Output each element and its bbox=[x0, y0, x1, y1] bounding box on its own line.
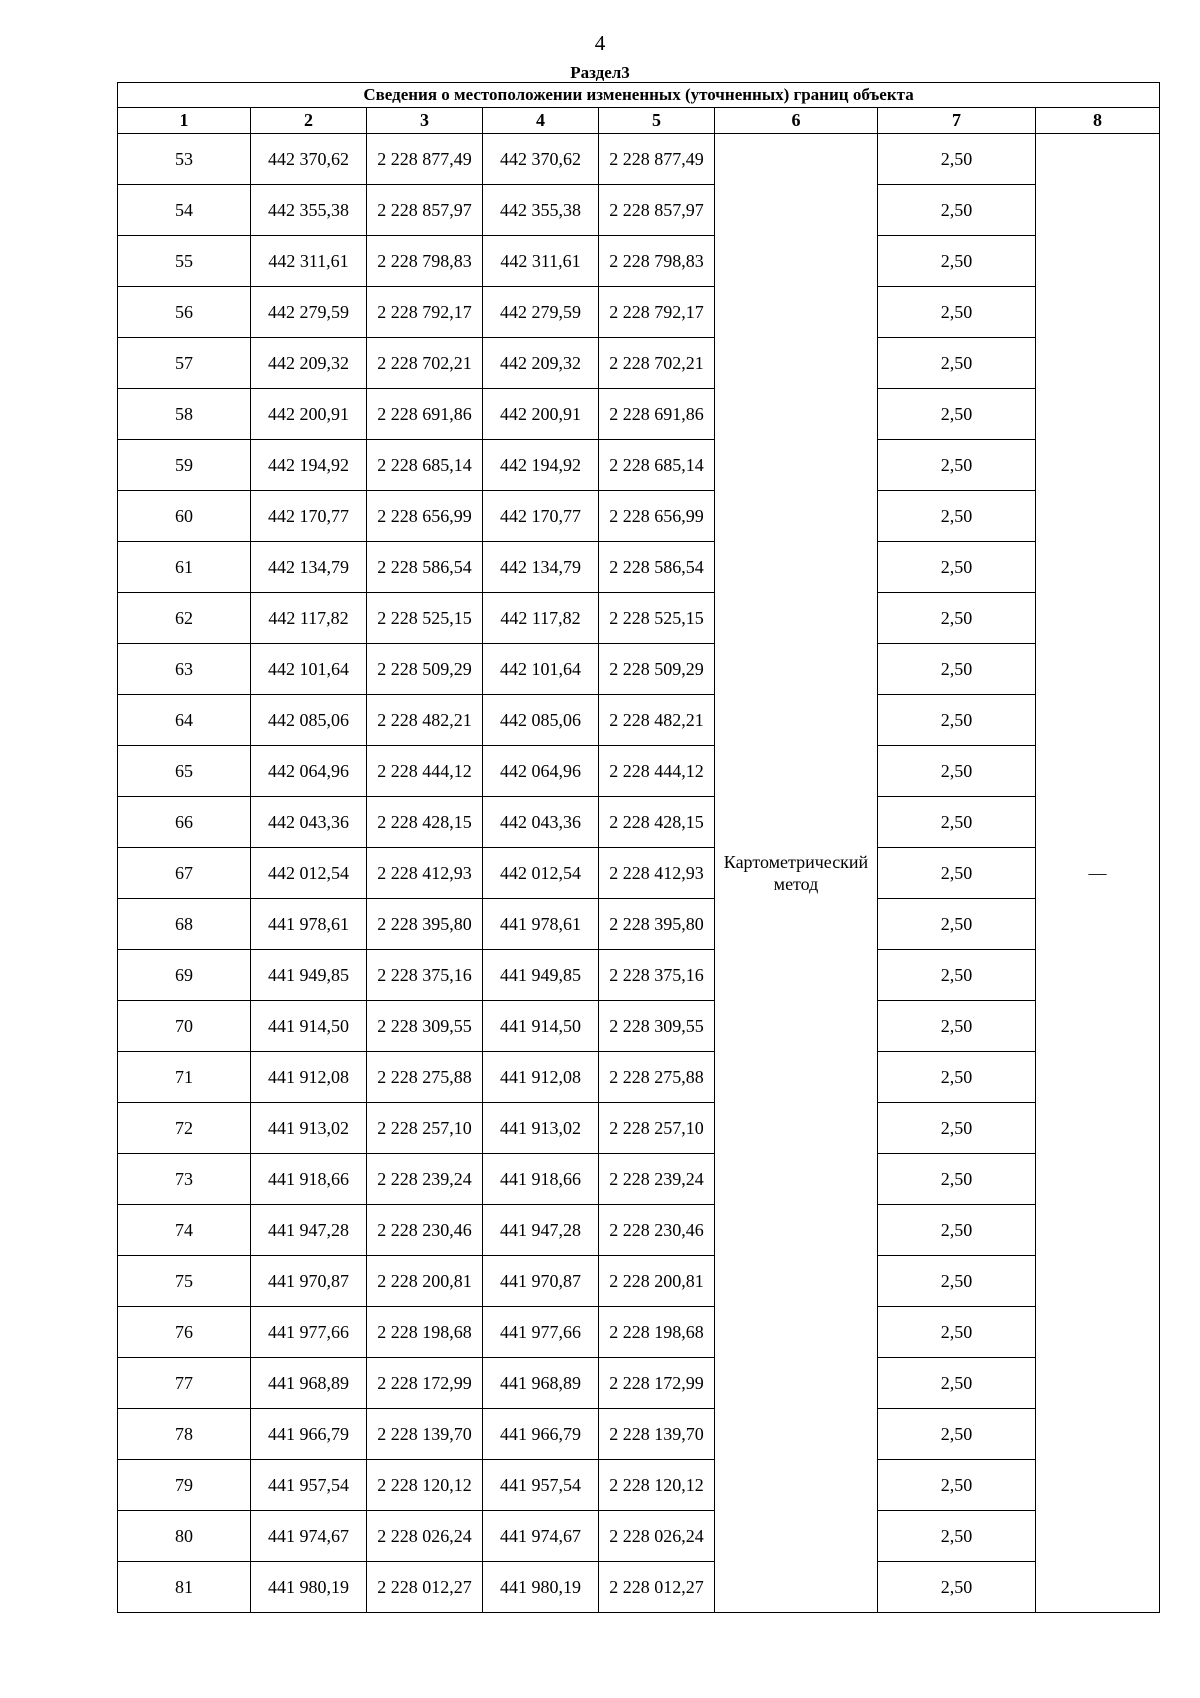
point-number-cell: 57 bbox=[118, 338, 251, 389]
column-header: 1 bbox=[118, 108, 251, 134]
y-coordinate-cell: 2 228 012,27 bbox=[367, 1562, 483, 1613]
table-row bbox=[118, 1001, 1160, 1052]
y-coordinate-cell: 2 228 012,27 bbox=[599, 1562, 715, 1613]
y-coordinate-cell: 2 228 198,68 bbox=[599, 1307, 715, 1358]
table-row bbox=[118, 185, 1160, 236]
accuracy-cell: 2,50 bbox=[878, 491, 1036, 542]
x-coordinate-cell: 442 311,61 bbox=[483, 236, 599, 287]
x-coordinate-cell: 442 117,82 bbox=[251, 593, 367, 644]
y-coordinate-cell: 2 228 702,21 bbox=[599, 338, 715, 389]
point-number-cell: 60 bbox=[118, 491, 251, 542]
table-row bbox=[118, 1358, 1160, 1409]
point-number-cell: 62 bbox=[118, 593, 251, 644]
column-header: 4 bbox=[483, 108, 599, 134]
accuracy-cell: 2,50 bbox=[878, 1154, 1036, 1205]
x-coordinate-cell: 441 913,02 bbox=[251, 1103, 367, 1154]
accuracy-cell: 2,50 bbox=[878, 899, 1036, 950]
accuracy-cell: 2,50 bbox=[878, 746, 1036, 797]
x-coordinate-cell: 441 980,19 bbox=[251, 1562, 367, 1613]
point-number-cell: 59 bbox=[118, 440, 251, 491]
y-coordinate-cell: 2 228 428,15 bbox=[367, 797, 483, 848]
y-coordinate-cell: 2 228 026,24 bbox=[367, 1511, 483, 1562]
x-coordinate-cell: 442 012,54 bbox=[483, 848, 599, 899]
x-coordinate-cell: 442 064,96 bbox=[483, 746, 599, 797]
y-coordinate-cell: 2 228 586,54 bbox=[599, 542, 715, 593]
x-coordinate-cell: 442 101,64 bbox=[251, 644, 367, 695]
y-coordinate-cell: 2 228 877,49 bbox=[367, 134, 483, 185]
column-header: 7 bbox=[878, 108, 1036, 134]
table-row bbox=[118, 1409, 1160, 1460]
column-8-cell: — bbox=[1036, 134, 1160, 1613]
x-coordinate-cell: 442 194,92 bbox=[483, 440, 599, 491]
table-row bbox=[118, 1511, 1160, 1562]
y-coordinate-cell: 2 228 120,12 bbox=[367, 1460, 483, 1511]
accuracy-cell: 2,50 bbox=[878, 848, 1036, 899]
table-row bbox=[118, 1205, 1160, 1256]
y-coordinate-cell: 2 228 239,24 bbox=[367, 1154, 483, 1205]
x-coordinate-cell: 441 977,66 bbox=[251, 1307, 367, 1358]
y-coordinate-cell: 2 228 525,15 bbox=[367, 593, 483, 644]
point-number-cell: 58 bbox=[118, 389, 251, 440]
accuracy-cell: 2,50 bbox=[878, 440, 1036, 491]
point-number-cell: 68 bbox=[118, 899, 251, 950]
x-coordinate-cell: 441 918,66 bbox=[251, 1154, 367, 1205]
table-row bbox=[118, 593, 1160, 644]
table-row bbox=[118, 440, 1160, 491]
point-number-cell: 64 bbox=[118, 695, 251, 746]
x-coordinate-cell: 441 914,50 bbox=[483, 1001, 599, 1052]
point-number-cell: 67 bbox=[118, 848, 251, 899]
table-row bbox=[118, 287, 1160, 338]
boundary-coordinates-table bbox=[117, 82, 1160, 1613]
accuracy-cell: 2,50 bbox=[878, 1103, 1036, 1154]
point-number-cell: 77 bbox=[118, 1358, 251, 1409]
x-coordinate-cell: 442 064,96 bbox=[251, 746, 367, 797]
table-row bbox=[118, 1307, 1160, 1358]
y-coordinate-cell: 2 228 428,15 bbox=[599, 797, 715, 848]
accuracy-cell: 2,50 bbox=[878, 593, 1036, 644]
y-coordinate-cell: 2 228 482,21 bbox=[367, 695, 483, 746]
x-coordinate-cell: 442 012,54 bbox=[251, 848, 367, 899]
y-coordinate-cell: 2 228 026,24 bbox=[599, 1511, 715, 1562]
point-number-cell: 63 bbox=[118, 644, 251, 695]
table-body bbox=[118, 134, 1160, 1613]
table-row bbox=[118, 1256, 1160, 1307]
x-coordinate-cell: 442 117,82 bbox=[483, 593, 599, 644]
accuracy-cell: 2,50 bbox=[878, 134, 1036, 185]
y-coordinate-cell: 2 228 395,80 bbox=[599, 899, 715, 950]
x-coordinate-cell: 441 912,08 bbox=[483, 1052, 599, 1103]
table-row bbox=[118, 491, 1160, 542]
x-coordinate-cell: 441 970,87 bbox=[251, 1256, 367, 1307]
table-row bbox=[118, 746, 1160, 797]
x-coordinate-cell: 441 974,67 bbox=[483, 1511, 599, 1562]
accuracy-cell: 2,50 bbox=[878, 287, 1036, 338]
y-coordinate-cell: 2 228 586,54 bbox=[367, 542, 483, 593]
x-coordinate-cell: 442 200,91 bbox=[251, 389, 367, 440]
x-coordinate-cell: 441 947,28 bbox=[251, 1205, 367, 1256]
x-coordinate-cell: 442 355,38 bbox=[251, 185, 367, 236]
y-coordinate-cell: 2 228 172,99 bbox=[599, 1358, 715, 1409]
column-header: 2 bbox=[251, 108, 367, 134]
accuracy-cell: 2,50 bbox=[878, 1307, 1036, 1358]
y-coordinate-cell: 2 228 275,88 bbox=[367, 1052, 483, 1103]
point-number-cell: 73 bbox=[118, 1154, 251, 1205]
y-coordinate-cell: 2 228 139,70 bbox=[599, 1409, 715, 1460]
column-header: 8 bbox=[1036, 108, 1160, 134]
x-coordinate-cell: 442 370,62 bbox=[483, 134, 599, 185]
x-coordinate-cell: 442 085,06 bbox=[251, 695, 367, 746]
y-coordinate-cell: 2 228 509,29 bbox=[367, 644, 483, 695]
point-number-cell: 56 bbox=[118, 287, 251, 338]
y-coordinate-cell: 2 228 412,93 bbox=[599, 848, 715, 899]
table-row bbox=[118, 1460, 1160, 1511]
y-coordinate-cell: 2 228 239,24 bbox=[599, 1154, 715, 1205]
point-number-cell: 65 bbox=[118, 746, 251, 797]
x-coordinate-cell: 441 977,66 bbox=[483, 1307, 599, 1358]
point-number-cell: 61 bbox=[118, 542, 251, 593]
point-number-cell: 53 bbox=[118, 134, 251, 185]
x-coordinate-cell: 441 957,54 bbox=[483, 1460, 599, 1511]
table-row bbox=[118, 236, 1160, 287]
point-number-cell: 75 bbox=[118, 1256, 251, 1307]
y-coordinate-cell: 2 228 120,12 bbox=[599, 1460, 715, 1511]
accuracy-cell: 2,50 bbox=[878, 1562, 1036, 1613]
point-number-cell: 55 bbox=[118, 236, 251, 287]
x-coordinate-cell: 442 134,79 bbox=[251, 542, 367, 593]
y-coordinate-cell: 2 228 412,93 bbox=[367, 848, 483, 899]
y-coordinate-cell: 2 228 656,99 bbox=[599, 491, 715, 542]
x-coordinate-cell: 441 957,54 bbox=[251, 1460, 367, 1511]
y-coordinate-cell: 2 228 309,55 bbox=[599, 1001, 715, 1052]
y-coordinate-cell: 2 228 309,55 bbox=[367, 1001, 483, 1052]
y-coordinate-cell: 2 228 656,99 bbox=[367, 491, 483, 542]
accuracy-cell: 2,50 bbox=[878, 1460, 1036, 1511]
table-row bbox=[118, 797, 1160, 848]
point-number-cell: 71 bbox=[118, 1052, 251, 1103]
y-coordinate-cell: 2 228 691,86 bbox=[367, 389, 483, 440]
accuracy-cell: 2,50 bbox=[878, 542, 1036, 593]
point-number-cell: 79 bbox=[118, 1460, 251, 1511]
page-number: 4 bbox=[594, 31, 606, 55]
x-coordinate-cell: 442 194,92 bbox=[251, 440, 367, 491]
y-coordinate-cell: 2 228 857,97 bbox=[367, 185, 483, 236]
x-coordinate-cell: 442 043,36 bbox=[251, 797, 367, 848]
x-coordinate-cell: 441 949,85 bbox=[251, 950, 367, 1001]
y-coordinate-cell: 2 228 525,15 bbox=[599, 593, 715, 644]
x-coordinate-cell: 441 966,79 bbox=[483, 1409, 599, 1460]
y-coordinate-cell: 2 228 685,14 bbox=[367, 440, 483, 491]
y-coordinate-cell: 2 228 444,12 bbox=[599, 746, 715, 797]
y-coordinate-cell: 2 228 792,17 bbox=[367, 287, 483, 338]
accuracy-cell: 2,50 bbox=[878, 1052, 1036, 1103]
column-header: 3 bbox=[367, 108, 483, 134]
accuracy-cell: 2,50 bbox=[878, 1001, 1036, 1052]
point-number-cell: 70 bbox=[118, 1001, 251, 1052]
method-cell: Картометрический метод bbox=[715, 134, 878, 1613]
x-coordinate-cell: 442 170,77 bbox=[483, 491, 599, 542]
x-coordinate-cell: 442 370,62 bbox=[251, 134, 367, 185]
point-number-cell: 81 bbox=[118, 1562, 251, 1613]
y-coordinate-cell: 2 228 792,17 bbox=[599, 287, 715, 338]
y-coordinate-cell: 2 228 275,88 bbox=[599, 1052, 715, 1103]
x-coordinate-cell: 441 978,61 bbox=[251, 899, 367, 950]
x-coordinate-cell: 441 947,28 bbox=[483, 1205, 599, 1256]
accuracy-cell: 2,50 bbox=[878, 950, 1036, 1001]
y-coordinate-cell: 2 228 257,10 bbox=[367, 1103, 483, 1154]
x-coordinate-cell: 442 134,79 bbox=[483, 542, 599, 593]
y-coordinate-cell: 2 228 877,49 bbox=[599, 134, 715, 185]
point-number-cell: 69 bbox=[118, 950, 251, 1001]
table-row bbox=[118, 1154, 1160, 1205]
table-caption: Сведения о местоположении измененных (уточненных) границ объекта bbox=[118, 83, 1160, 108]
accuracy-cell: 2,50 bbox=[878, 1358, 1036, 1409]
y-coordinate-cell: 2 228 444,12 bbox=[367, 746, 483, 797]
accuracy-cell: 2,50 bbox=[878, 695, 1036, 746]
x-coordinate-cell: 442 101,64 bbox=[483, 644, 599, 695]
table-row bbox=[118, 1103, 1160, 1154]
x-coordinate-cell: 442 355,38 bbox=[483, 185, 599, 236]
x-coordinate-cell: 441 913,02 bbox=[483, 1103, 599, 1154]
y-coordinate-cell: 2 228 395,80 bbox=[367, 899, 483, 950]
y-coordinate-cell: 2 228 375,16 bbox=[599, 950, 715, 1001]
x-coordinate-cell: 441 912,08 bbox=[251, 1052, 367, 1103]
x-coordinate-cell: 441 974,67 bbox=[251, 1511, 367, 1562]
table-row bbox=[118, 338, 1160, 389]
y-coordinate-cell: 2 228 172,99 bbox=[367, 1358, 483, 1409]
y-coordinate-cell: 2 228 230,46 bbox=[599, 1205, 715, 1256]
accuracy-cell: 2,50 bbox=[878, 1511, 1036, 1562]
x-coordinate-cell: 442 209,32 bbox=[251, 338, 367, 389]
x-coordinate-cell: 441 968,89 bbox=[483, 1358, 599, 1409]
x-coordinate-cell: 442 170,77 bbox=[251, 491, 367, 542]
table-row bbox=[118, 134, 1160, 185]
point-number-cell: 72 bbox=[118, 1103, 251, 1154]
accuracy-cell: 2,50 bbox=[878, 236, 1036, 287]
y-coordinate-cell: 2 228 198,68 bbox=[367, 1307, 483, 1358]
x-coordinate-cell: 441 949,85 bbox=[483, 950, 599, 1001]
point-number-cell: 74 bbox=[118, 1205, 251, 1256]
y-coordinate-cell: 2 228 509,29 bbox=[599, 644, 715, 695]
point-number-cell: 66 bbox=[118, 797, 251, 848]
accuracy-cell: 2,50 bbox=[878, 644, 1036, 695]
y-coordinate-cell: 2 228 200,81 bbox=[599, 1256, 715, 1307]
x-coordinate-cell: 441 966,79 bbox=[251, 1409, 367, 1460]
y-coordinate-cell: 2 228 691,86 bbox=[599, 389, 715, 440]
column-header: 6 bbox=[715, 108, 878, 134]
x-coordinate-cell: 441 978,61 bbox=[483, 899, 599, 950]
x-coordinate-cell: 441 980,19 bbox=[483, 1562, 599, 1613]
y-coordinate-cell: 2 228 702,21 bbox=[367, 338, 483, 389]
point-number-cell: 80 bbox=[118, 1511, 251, 1562]
y-coordinate-cell: 2 228 257,10 bbox=[599, 1103, 715, 1154]
table-row bbox=[118, 848, 1160, 899]
y-coordinate-cell: 2 228 685,14 bbox=[599, 440, 715, 491]
y-coordinate-cell: 2 228 139,70 bbox=[367, 1409, 483, 1460]
table-row bbox=[118, 389, 1160, 440]
section-label: Раздел3 bbox=[570, 63, 630, 82]
accuracy-cell: 2,50 bbox=[878, 389, 1036, 440]
y-coordinate-cell: 2 228 375,16 bbox=[367, 950, 483, 1001]
x-coordinate-cell: 442 209,32 bbox=[483, 338, 599, 389]
y-coordinate-cell: 2 228 482,21 bbox=[599, 695, 715, 746]
x-coordinate-cell: 442 043,36 bbox=[483, 797, 599, 848]
x-coordinate-cell: 442 200,91 bbox=[483, 389, 599, 440]
table-row bbox=[118, 1562, 1160, 1613]
table-row bbox=[118, 950, 1160, 1001]
y-coordinate-cell: 2 228 798,83 bbox=[367, 236, 483, 287]
y-coordinate-cell: 2 228 230,46 bbox=[367, 1205, 483, 1256]
column-header: 5 bbox=[599, 108, 715, 134]
table-row bbox=[118, 542, 1160, 593]
point-number-cell: 78 bbox=[118, 1409, 251, 1460]
point-number-cell: 76 bbox=[118, 1307, 251, 1358]
accuracy-cell: 2,50 bbox=[878, 797, 1036, 848]
accuracy-cell: 2,50 bbox=[878, 185, 1036, 236]
point-number-cell: 54 bbox=[118, 185, 251, 236]
x-coordinate-cell: 441 970,87 bbox=[483, 1256, 599, 1307]
x-coordinate-cell: 441 918,66 bbox=[483, 1154, 599, 1205]
y-coordinate-cell: 2 228 798,83 bbox=[599, 236, 715, 287]
x-coordinate-cell: 442 279,59 bbox=[251, 287, 367, 338]
table-row bbox=[118, 644, 1160, 695]
x-coordinate-cell: 442 279,59 bbox=[483, 287, 599, 338]
x-coordinate-cell: 441 968,89 bbox=[251, 1358, 367, 1409]
accuracy-cell: 2,50 bbox=[878, 1409, 1036, 1460]
accuracy-cell: 2,50 bbox=[878, 1256, 1036, 1307]
table-row bbox=[118, 899, 1160, 950]
x-coordinate-cell: 441 914,50 bbox=[251, 1001, 367, 1052]
table-row bbox=[118, 1052, 1160, 1103]
accuracy-cell: 2,50 bbox=[878, 338, 1036, 389]
x-coordinate-cell: 442 085,06 bbox=[483, 695, 599, 746]
x-coordinate-cell: 442 311,61 bbox=[251, 236, 367, 287]
table-row bbox=[118, 695, 1160, 746]
accuracy-cell: 2,50 bbox=[878, 1205, 1036, 1256]
y-coordinate-cell: 2 228 857,97 bbox=[599, 185, 715, 236]
y-coordinate-cell: 2 228 200,81 bbox=[367, 1256, 483, 1307]
